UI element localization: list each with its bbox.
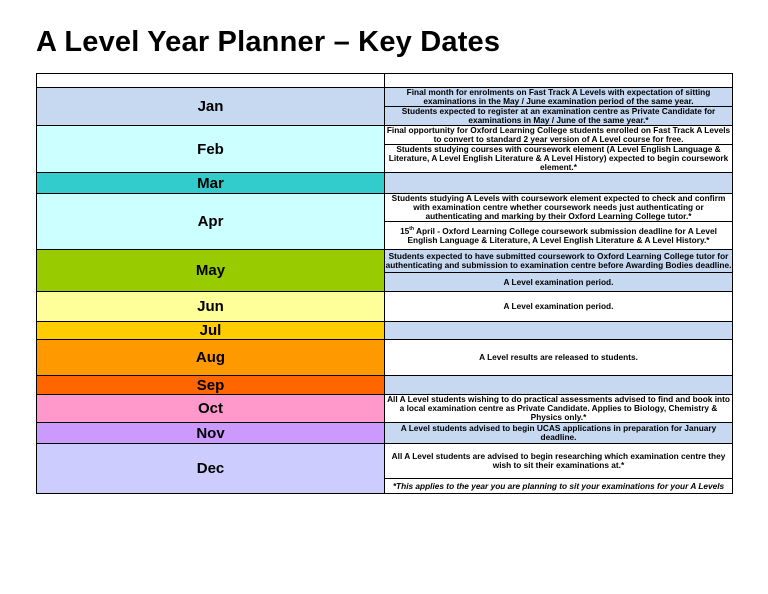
month-cell-nov: Nov <box>37 423 385 444</box>
entry-apr-2-suffix: th <box>409 225 415 232</box>
entry-apr-1: Students studying A Levels with coursework element expected to check and confirm with examination centre whether coursework needs just authenticating or authenticating and marking by their Oxford Learning College tutor.* <box>385 194 733 222</box>
year-planner-table <box>36 73 733 494</box>
month-cell-sep: Sep <box>37 376 385 395</box>
table-row <box>37 340 733 376</box>
table-row <box>37 88 733 107</box>
entry-jan-2: Students expected to register at an examination centre as Private Candidate for examinations in May / June of the same year.* <box>385 107 733 126</box>
month-cell-apr: Apr <box>37 194 385 250</box>
header-row <box>37 74 733 88</box>
header-cell-entry <box>385 74 733 88</box>
page-title: A Level Year Planner – Key Dates <box>36 26 501 58</box>
entry-feb-1: Final opportunity for Oxford Learning College students enrolled on Fast Track A Levels to convert to standard 2 year version of A Level course for free. <box>385 126 733 145</box>
month-cell-feb: Feb <box>37 126 385 173</box>
table-row <box>37 376 733 395</box>
table-row <box>37 250 733 273</box>
entry-aug-1: A Level results are released to students. <box>385 340 733 376</box>
month-cell-dec: Dec <box>37 444 385 494</box>
entry-dec-1: All A Level students are advised to begin researching which examination centre they wish to sit their examinations at.* <box>385 444 733 479</box>
entry-jul-empty <box>385 322 733 340</box>
month-cell-may: May <box>37 250 385 292</box>
entry-may-2: A Level examination period. <box>385 273 733 292</box>
month-cell-jun: Jun <box>37 292 385 322</box>
table-row <box>37 423 733 444</box>
table-row <box>37 444 733 479</box>
entry-nov-1: A Level students advised to begin UCAS applications in preparation for January deadline. <box>385 423 733 444</box>
month-cell-mar: Mar <box>37 173 385 194</box>
table-row <box>37 194 733 222</box>
table-row <box>37 126 733 145</box>
month-cell-jul: Jul <box>37 322 385 340</box>
entry-apr-2-day: 15 <box>400 225 410 236</box>
entry-apr-2 <box>385 222 733 250</box>
table-row <box>37 322 733 340</box>
table-row <box>37 395 733 423</box>
entry-jun-1: A Level examination period. <box>385 292 733 322</box>
entry-mar-empty <box>385 173 733 194</box>
month-cell-aug: Aug <box>37 340 385 376</box>
footnote: *This applies to the year you are planning to sit your examinations for your A Levels <box>385 479 733 494</box>
entry-jan-1: Final month for enrolments on Fast Track A Levels with expectation of sitting examinations in the May / June examination period of the same year. <box>385 88 733 107</box>
entry-oct-1: All A Level students wishing to do practical assessments advised to find and book into a local examination centre as Private Candidate. Applies to Biology, Chemistry & Physics only.* <box>385 395 733 423</box>
entry-apr-2-text: April - Oxford Learning College coursework submission deadline for A Level English Language & Literature, A Level English Literature & A Level History.* <box>407 225 717 245</box>
table-row <box>37 173 733 194</box>
month-cell-oct: Oct <box>37 395 385 423</box>
header-cell-month <box>37 74 385 88</box>
month-cell-jan: Jan <box>37 88 385 126</box>
table-row <box>37 292 733 322</box>
entry-may-1: Students expected to have submitted coursework to Oxford Learning College tutor for authenticating and submission to examination centre before Awarding Bodies deadline. <box>385 250 733 273</box>
entry-feb-2: Students studying courses with coursework element (A Level English Language & Literature, A Level English Literature & A Level History) expected to begin coursework element.* <box>385 145 733 173</box>
entry-sep-empty <box>385 376 733 395</box>
